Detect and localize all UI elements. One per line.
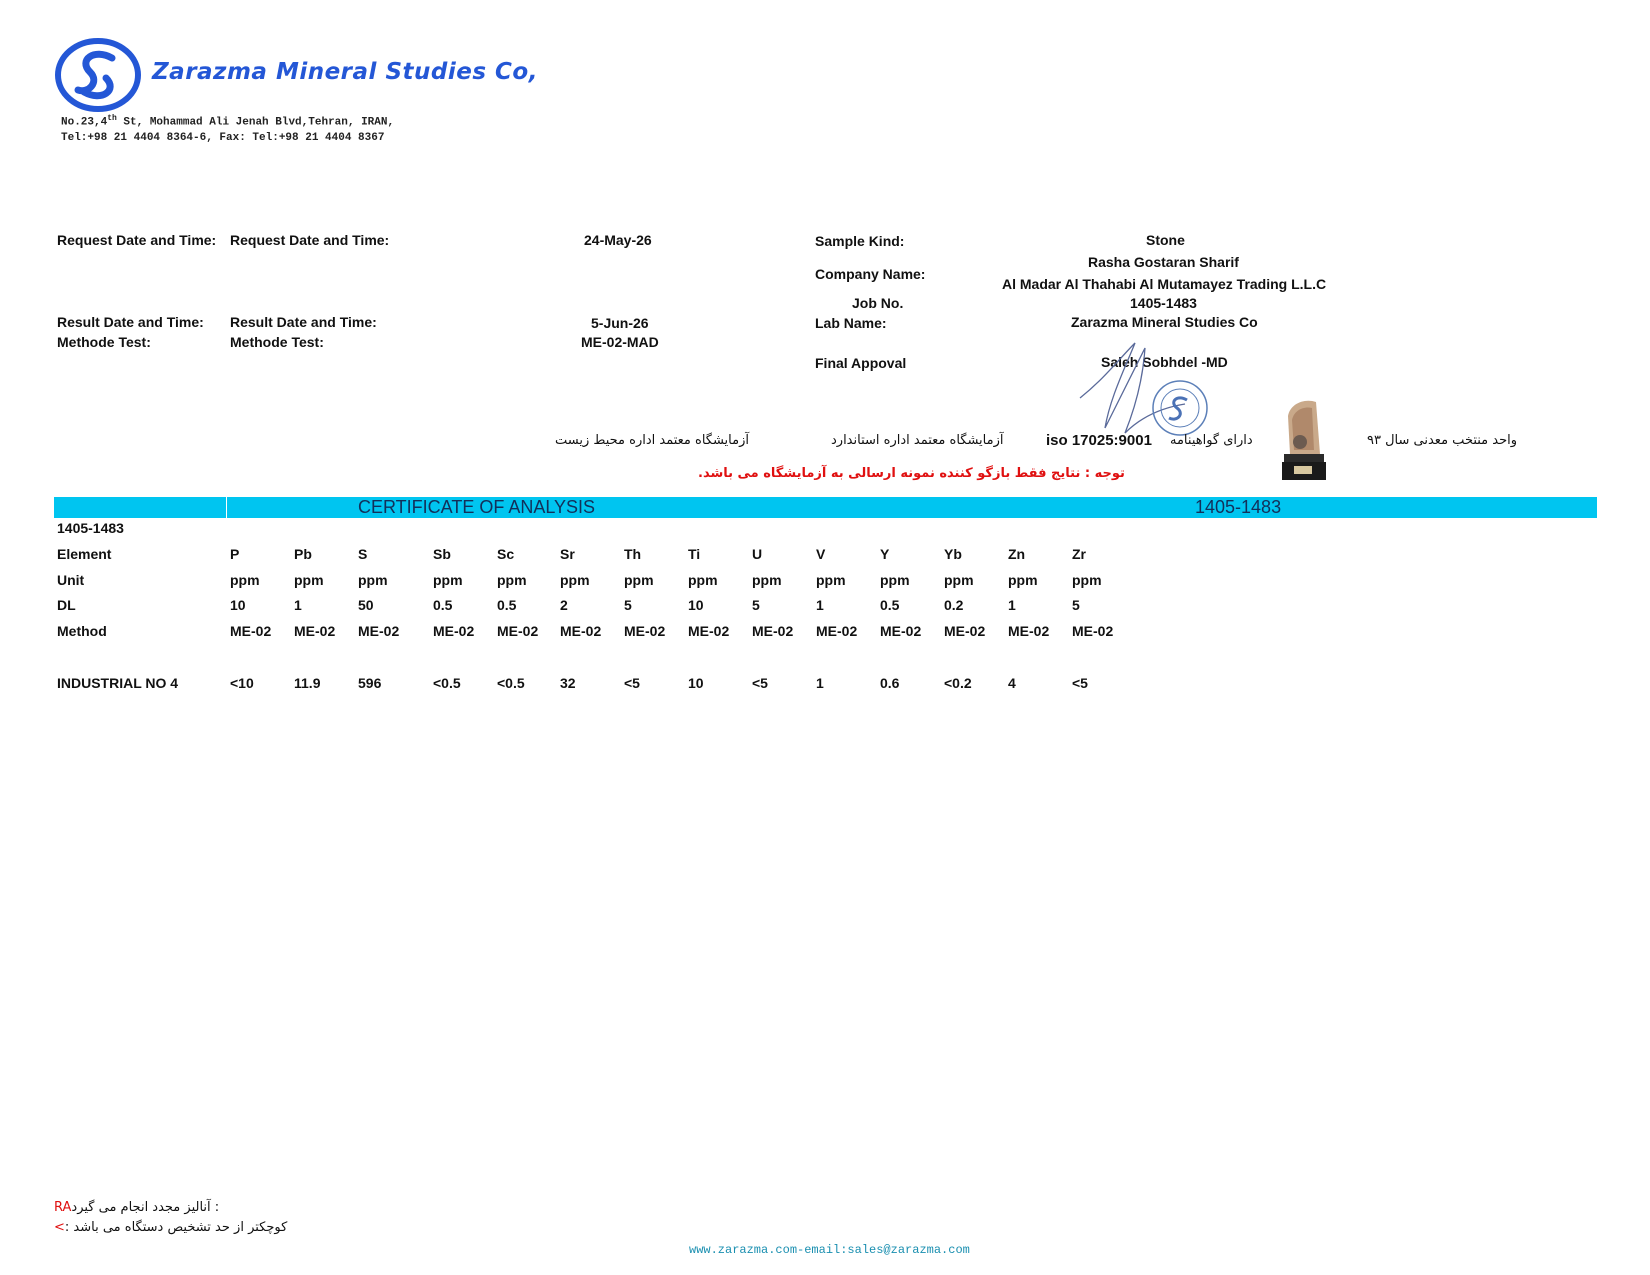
- result-cell: 1: [816, 675, 824, 691]
- unit-cell: ppm: [230, 572, 260, 588]
- result-cell: <0.2: [944, 675, 972, 691]
- notice-text: توجه : نتایج فقط بازگو کننده نمونه ارسالی به آزمایشگاه می باشد.: [698, 466, 1125, 481]
- standard-accreditation: آزمایشگاه معتمد اداره استاندارد: [831, 433, 1004, 448]
- result-cell: <5: [752, 675, 768, 691]
- method-cell: ME-02: [944, 623, 986, 639]
- element-cell: Yb: [944, 546, 962, 562]
- method-cell: ME-02: [1072, 623, 1114, 639]
- award-trophy-icon: [1280, 396, 1326, 484]
- unit-cell: ppm: [1072, 572, 1102, 588]
- iso-text: iso 17025:9001: [1046, 432, 1152, 449]
- element-cell: Th: [624, 546, 642, 562]
- method-cell: ME-02: [624, 623, 666, 639]
- unit-cell: ppm: [624, 572, 654, 588]
- result-cell: <0.5: [497, 675, 525, 691]
- dl-cell: 1: [1008, 597, 1016, 613]
- result-cell: <5: [624, 675, 640, 691]
- unit-cell: ppm: [497, 572, 527, 588]
- result-cell: 11.9: [294, 675, 321, 691]
- lab-name-label: Lab Name:: [815, 315, 887, 331]
- result-cell: 32: [560, 675, 576, 691]
- job-no-label: Job No.: [852, 295, 904, 311]
- element-cell: V: [816, 546, 826, 562]
- certificate-job-no: 1405-1483: [1195, 497, 1282, 517]
- iso-certificate: [1046, 432, 1152, 449]
- element-cell: Sb: [433, 546, 451, 562]
- element-cell: Sc: [497, 546, 515, 562]
- method-cell: ME-02: [752, 623, 794, 639]
- element-cell: Sr: [560, 546, 575, 562]
- unit-cell: ppm: [294, 572, 324, 588]
- dl-cell: 2: [560, 597, 568, 613]
- dl-cell: 0.5: [433, 597, 453, 613]
- unit-cell: ppm: [433, 572, 463, 588]
- footer-url[interactable]: www.zarazma.com-email:sales@zarazma.com: [689, 1243, 970, 1257]
- element-cell: Zn: [1008, 546, 1026, 562]
- result-cell: <0.5: [433, 675, 461, 691]
- legend-lt: [54, 1220, 287, 1235]
- address-prefix: No.23,4: [61, 116, 108, 129]
- result-cell: <5: [1072, 675, 1088, 691]
- dl-cell: 1: [816, 597, 824, 613]
- unit-cell: ppm: [816, 572, 846, 588]
- sample-kind-value: Stone: [1146, 232, 1185, 248]
- dl-cell: 5: [1072, 597, 1080, 613]
- legend-lt-text: کوچکتر از حد تشخیص دستگاه می باشد :: [64, 1220, 288, 1235]
- element-cell: S: [358, 546, 368, 562]
- element-cell: P: [230, 546, 240, 562]
- legend-ra: [54, 1200, 223, 1215]
- unit-cell: ppm: [944, 572, 974, 588]
- method-cell: ME-02: [688, 623, 730, 639]
- method-cell: ME-02: [433, 623, 475, 639]
- address-rest: St, Mohammad Ali Jenah Blvd,Tehran, IRAN,: [116, 116, 395, 129]
- method-label: Methode Test:: [57, 334, 151, 350]
- request-date: 24-May-26: [584, 232, 652, 248]
- sample-name: INDUSTRIAL NO 4: [57, 675, 179, 691]
- dl-cell: 5: [624, 597, 632, 613]
- request-label-2: Request Date and Time:: [230, 232, 390, 248]
- table-job-no: 1405-1483: [57, 520, 124, 536]
- dl-cell: 10: [230, 597, 246, 613]
- method-cell: ME-02: [230, 623, 272, 639]
- company-address: [61, 114, 394, 129]
- company-value-2: Al Madar Al Thahabi Al Mutamayez Trading L.L.C: [1002, 276, 1327, 292]
- dl-cell: 0.5: [497, 597, 517, 613]
- method-label-2: Methode Test:: [230, 334, 324, 350]
- element-cell: Ti: [688, 546, 701, 562]
- row-label-dl: DL: [57, 597, 76, 613]
- element-cell: Pb: [294, 546, 312, 562]
- company-phone: Tel:+98 21 4404 8364-6, Fax: Tel:+98 21 4404 8367: [61, 132, 385, 144]
- unit-cell: ppm: [688, 572, 718, 588]
- unit-cell: ppm: [560, 572, 590, 588]
- dl-cell: 0.5: [880, 597, 900, 613]
- result-cell: 4: [1008, 675, 1016, 691]
- legend-ra-code: RA: [54, 1200, 72, 1215]
- dl-cell: 0.2: [944, 597, 964, 613]
- dl-cell: 10: [688, 597, 704, 613]
- element-cell: Y: [880, 546, 890, 562]
- final-approval-label: Final Appoval: [815, 355, 907, 371]
- final-approval-value: Saleh Sobhdel -MD: [1101, 354, 1228, 370]
- environment-accreditation: آزمایشگاه معتمد اداره محیط زیست: [555, 433, 749, 448]
- method-cell: ME-02: [880, 623, 922, 639]
- award-text: واحد منتخب معدنی سال ۹۳: [1367, 433, 1518, 448]
- dl-cell: 50: [358, 597, 374, 613]
- address-sup: th: [107, 114, 117, 123]
- company-logo-icon: [54, 38, 142, 112]
- company-value-1: Rasha Gostaran Sharif: [1088, 254, 1239, 270]
- row-label-method: Method: [57, 623, 107, 639]
- unit-cell: ppm: [358, 572, 388, 588]
- element-cell: U: [752, 546, 763, 562]
- request-label: Request Date and Time:: [57, 232, 217, 248]
- certificate-band: [54, 497, 1597, 518]
- company-name-label: Company Name:: [815, 266, 926, 282]
- method-cell: ME-02: [358, 623, 400, 639]
- result-label: Result Date and Time:: [57, 314, 204, 330]
- element-cell: Zr: [1072, 546, 1086, 562]
- legend-ra-text: : آنالیز مجدد انجام می گیرد: [71, 1200, 224, 1215]
- band-divider: [226, 497, 227, 518]
- sample-kind-label: Sample Kind:: [815, 233, 905, 249]
- legend-lt-code: <: [54, 1220, 65, 1235]
- dl-cell: 1: [294, 597, 302, 613]
- method-cell: ME-02: [294, 623, 336, 639]
- result-cell: 0.6: [880, 675, 900, 691]
- job-no-value: 1405-1483: [1130, 295, 1197, 311]
- unit-cell: ppm: [880, 572, 910, 588]
- method-cell: ME-02: [816, 623, 858, 639]
- row-label-unit: Unit: [57, 572, 85, 588]
- unit-cell: ppm: [752, 572, 782, 588]
- result-cell: 10: [688, 675, 704, 691]
- method-value: ME-02-MAD: [581, 334, 659, 350]
- method-cell: ME-02: [1008, 623, 1050, 639]
- result-date: 5-Jun-26: [591, 315, 649, 331]
- result-cell: 596: [358, 675, 382, 691]
- iso-certificate-persian: دارای گواهینامه: [1170, 433, 1253, 448]
- lab-name-value: Zarazma Mineral Studies Co: [1071, 314, 1258, 330]
- dl-cell: 5: [752, 597, 760, 613]
- unit-cell: ppm: [1008, 572, 1038, 588]
- method-cell: ME-02: [497, 623, 539, 639]
- method-cell: ME-02: [560, 623, 602, 639]
- row-label-element: Element: [57, 546, 112, 562]
- signature-stamp-icon: [1065, 338, 1225, 438]
- result-cell: <10: [230, 675, 254, 691]
- company-name: Zarazma Mineral Studies Co,: [152, 59, 538, 85]
- result-label-2: Result Date and Time:: [230, 314, 377, 330]
- certificate-title: CERTIFICATE OF ANALYSIS: [358, 497, 596, 517]
